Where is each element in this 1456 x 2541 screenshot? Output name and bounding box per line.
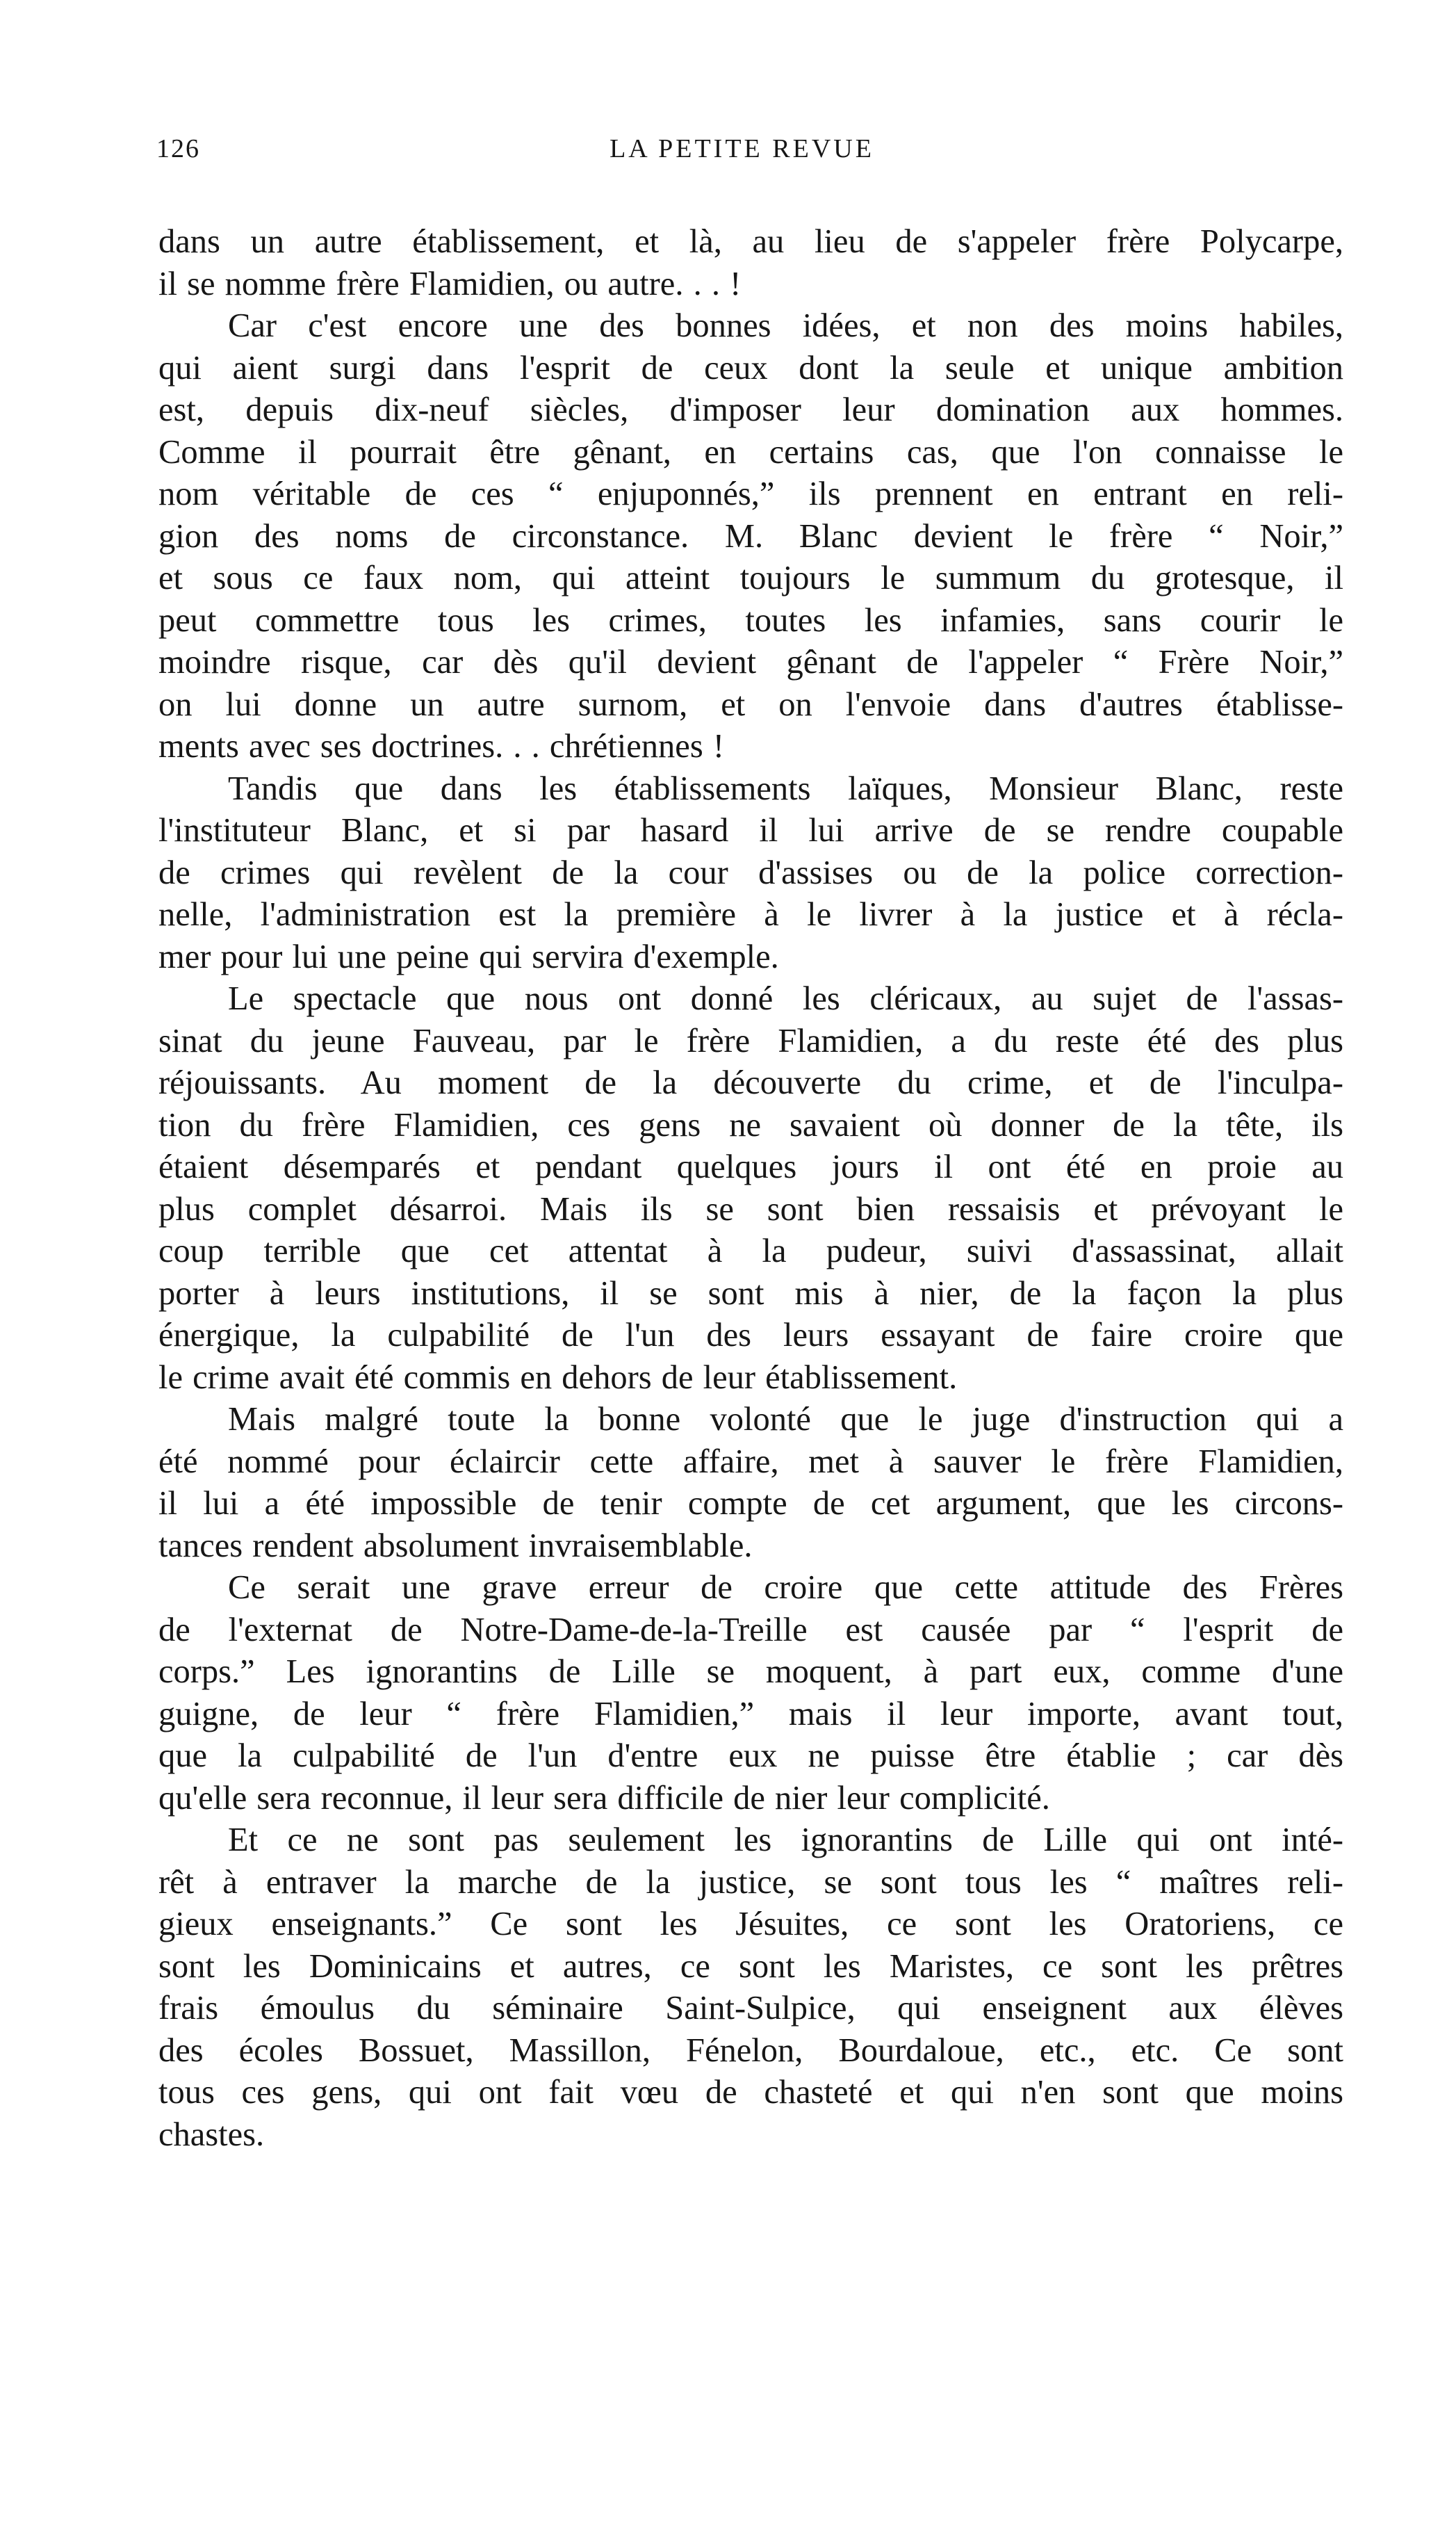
text-line: été nommé pour éclaircir cette affaire, met à sauver le frère Flamidien, [158, 1443, 1343, 1480]
text-line: rêt à entraver la marche de la justice, se sont tous les “ maîtres reli- [158, 1863, 1343, 1901]
text-line: des écoles Bossuet, Massillon, Fénelon, Bourdaloue, etc., etc. Ce sont [158, 2031, 1343, 2069]
paragraph [158, 768, 1343, 979]
text-line: peut commettre tous les crimes, toutes les infamies, sans courir le [158, 601, 1343, 639]
article-body [158, 221, 1343, 2156]
text-line: corps.” Les ignorantins de Lille se moquent, à part eux, comme d'une [158, 1653, 1343, 1690]
text-line: de crimes qui revèlent de la cour d'assises ou de la police correction- [158, 854, 1343, 891]
text-line: plus complet désarroi. Mais ils se sont bien ressaisis et prévoyant le [158, 1190, 1343, 1228]
text-line: tances rendent absolument invraisemblable. [158, 1527, 753, 1564]
text-line: nelle, l'administration est la première à le livrer à la justice et à récla- [158, 896, 1343, 933]
paragraph [158, 978, 1343, 1399]
journal-title: LA PETITE REVUE [610, 134, 874, 163]
text-line: étaient désemparés et pendant quelques jours il ont été en proie au [158, 1148, 1343, 1185]
page-number: 126 [156, 134, 200, 163]
text-line: frais émoulus du séminaire Saint-Sulpice, qui enseignent aux élèves [158, 1990, 1343, 2027]
text-line: Tandis que dans les établissements laïques, Monsieur Blanc, reste [228, 770, 1343, 807]
paragraph [158, 1819, 1343, 2156]
text-line: Le spectacle que nous ont donné les cléricaux, au sujet de l'assas- [228, 980, 1343, 1017]
text-line: on lui donne un autre surnom, et on l'envoie dans d'autres établisse- [158, 685, 1343, 723]
text-line: de l'externat de Notre-Dame-de-la-Treille est causée par “ l'esprit de [158, 1611, 1343, 1648]
text-line: gion des noms de circonstance. M. Blanc devient le frère “ Noir,” [158, 517, 1343, 555]
text-line: Mais malgré toute la bonne volonté que le juge d'instruction qui a [228, 1401, 1343, 1438]
text-line: l'instituteur Blanc, et si par hasard il lui arrive de se rendre coupable [158, 812, 1343, 849]
text-line: il se nomme frère Flamidien, ou autre. . . ! [158, 265, 742, 302]
text-line: tous ces gens, qui ont fait vœu de chasteté et qui n'en sont que moins [158, 2074, 1343, 2111]
text-line: sinat du jeune Fauveau, par le frère Flamidien, a du reste été des plus [158, 1022, 1343, 1060]
text-line: tion du frère Flamidien, ces gens ne savaient où donner de la tête, ils [158, 1106, 1343, 1144]
paragraph [158, 1399, 1343, 1567]
text-line: porter à leurs institutions, il se sont mis à nier, de la façon la plus [158, 1274, 1343, 1312]
running-head [156, 133, 1327, 175]
text-line: le crime avait été commis en dehors de leur établissement. [158, 1358, 958, 1396]
text-line: qui aient surgi dans l'esprit de ceux dont la seule et unique ambition [158, 349, 1343, 387]
text-line: Comme il pourrait être gênant, en certains cas, que l'on connaisse le [158, 433, 1343, 471]
text-line: coup terrible que cet attentat à la pudeur, suivi d'assassinat, allait [158, 1233, 1343, 1269]
text-line: nom véritable de ces “ enjuponnés,” ils prennent en entrant en reli- [158, 476, 1343, 512]
text-line: il lui a été impossible de tenir compte de cet argument, que les circons- [158, 1485, 1343, 1522]
text-line: Car c'est encore une des bonnes idées, et non des moins habiles, [228, 307, 1343, 344]
text-line: moindre risque, car dès qu'il devient gênant de l'appeler “ Frère Noir,” [158, 644, 1343, 681]
text-line: et sous ce faux nom, qui atteint toujours le summum du grotesque, il [158, 560, 1343, 596]
text-line: énergique, la culpabilité de l'un des leurs essayant de faire croire que [158, 1317, 1343, 1354]
text-line: qu'elle sera reconnue, il leur sera difficile de nier leur complicité. [158, 1779, 1050, 1817]
text-line: ments avec ses doctrines. . . chrétiennes ! [158, 728, 724, 765]
text-line: Ce serait une grave erreur de croire que cette attitude des Frères [228, 1569, 1343, 1606]
text-line: sont les Dominicains et autres, ce sont les Maristes, ce sont les prêtres [158, 1947, 1343, 1985]
text-line: gieux enseignants.” Ce sont les Jésuites, ce sont les Oratoriens, ce [158, 1906, 1343, 1942]
text-line: chastes. [158, 2116, 265, 2153]
text-line: que la culpabilité de l'un d'entre eux ne puisse être établie ; car dès [158, 1737, 1343, 1774]
paragraph [158, 305, 1343, 768]
text-line: dans un autre établissement, et là, au lieu de s'appeler frère Polycarpe, [158, 223, 1343, 260]
text-line: guigne, de leur “ frère Flamidien,” mais il leur importe, avant tout, [158, 1695, 1343, 1732]
text-line: réjouissants. Au moment de la découverte du crime, et de l'inculpa- [158, 1064, 1343, 1101]
paragraph [158, 1567, 1343, 1819]
text-line: est, depuis dix-neuf siècles, d'imposer leur domination aux hommes. [158, 391, 1343, 428]
text-line: Et ce ne sont pas seulement les ignorantins de Lille qui ont inté- [228, 1821, 1343, 1858]
paragraph [158, 221, 1343, 305]
text-line: mer pour lui une peine qui servira d'exemple. [158, 938, 779, 975]
